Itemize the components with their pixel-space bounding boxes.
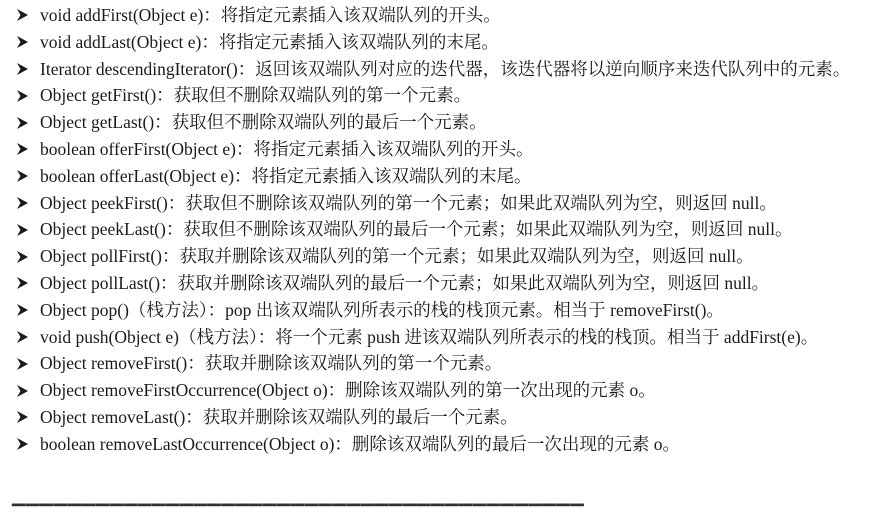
method-description: boolean removeLastOccurrence(Object o)：删除该双端队列的最后一次出现的元素 o。 [40,433,681,454]
method-list-item [0,190,890,217]
arrow-bullet-icon [13,29,31,56]
method-list-item [0,404,890,431]
method-list-item [0,350,890,377]
method-description: Object peekFirst()：获取但不删除该双端队列的第一个元素；如果此双端队列为空，则返回 null。 [40,192,777,213]
method-description: Object pollLast()：获取并删除该双端队列的最后一个元素；如果此双端队列为空，则返回 null。 [40,272,770,293]
arrow-bullet-icon [13,216,31,243]
arrow-bullet-icon [13,350,31,377]
arrow-bullet-icon [13,56,31,83]
method-description: Object peekLast()：获取但不删除该双端队列的最后一个元素；如果此双端队列为空，则返回 null。 [40,219,793,240]
method-list-item [0,216,890,243]
arrow-bullet-icon [13,190,31,217]
method-list-item [0,29,890,56]
method-list-item [0,109,890,136]
arrow-bullet-icon [13,163,31,190]
method-description: Object pop()（栈方法）：pop 出该双端队列所表示的栈的栈顶元素。相当于 removeFirst()。 [40,299,724,320]
method-list-item [0,377,890,404]
method-list-item [0,82,890,109]
arrow-bullet-icon [13,431,31,458]
method-description: Object getFirst()：获取但不删除双端队列的第一个元素。 [40,85,472,106]
method-description: void addFirst(Object e)：将指定元素插入该双端队列的开头。 [40,5,501,25]
arrow-bullet-icon [13,109,31,136]
method-description: boolean offerFirst(Object e)：将指定元素插入该双端队列的开头。 [40,138,534,159]
method-list-item [0,2,890,29]
arrow-bullet-icon [13,270,31,297]
arrow-bullet-icon [13,324,31,351]
arrow-bullet-icon [13,297,31,324]
method-description: Object removeFirst()：获取并删除该双端队列的第一个元素。 [40,353,503,374]
method-description: Object pollFirst()：获取并删除该双端队列的第一个元素；如果此双端队列为空，则返回 null。 [40,246,754,267]
arrow-bullet-icon [13,2,31,29]
method-description: boolean offerLast(Object e)：将指定元素插入该双端队列的末尾。 [40,165,532,186]
method-description: void push(Object e)（栈方法）：将一个元素 push 进该双端队列所表示的栈的栈顶。相当于 addFirst(e)。 [40,326,819,347]
method-list-item [0,243,890,270]
deque-method-list [0,2,890,458]
method-list-item [0,163,890,190]
method-list-item [0,431,890,458]
method-description: Object removeFirstOccurrence(Object o)：删除该双端队列的第一次出现的元素 o。 [40,380,656,401]
arrow-bullet-icon [13,377,31,404]
method-list-item [0,297,890,324]
method-description: void addLast(Object e)：将指定元素插入该双端队列的末尾。 [40,31,499,52]
clipped-text-fragment: ▔▔▔▔▔▔▔▔▔▔▔▔▔▔▔▔▔▔▔▔▔▔▔▔▔▔▔▔▔▔▔▔▔▔▔▔▔▔▔▔▔ [12,504,585,524]
clipped-next-line [0,504,890,524]
method-description: Iterator descendingIterator()：返回该双端队列对应的迭代器，该迭代器将以逆向顺序来迭代队列中的元素。 [40,58,851,79]
arrow-bullet-icon [13,136,31,163]
method-list-item [0,136,890,163]
method-description: Object removeLast()：获取并删除该双端队列的最后一个元素。 [40,406,518,427]
arrow-bullet-icon [13,82,31,109]
method-description: Object getLast()：获取但不删除双端队列的最后一个元素。 [40,112,487,133]
method-list-item [0,324,890,351]
method-list-item [0,56,890,83]
arrow-bullet-icon [13,243,31,270]
method-list-item [0,270,890,297]
arrow-bullet-icon [13,404,31,431]
